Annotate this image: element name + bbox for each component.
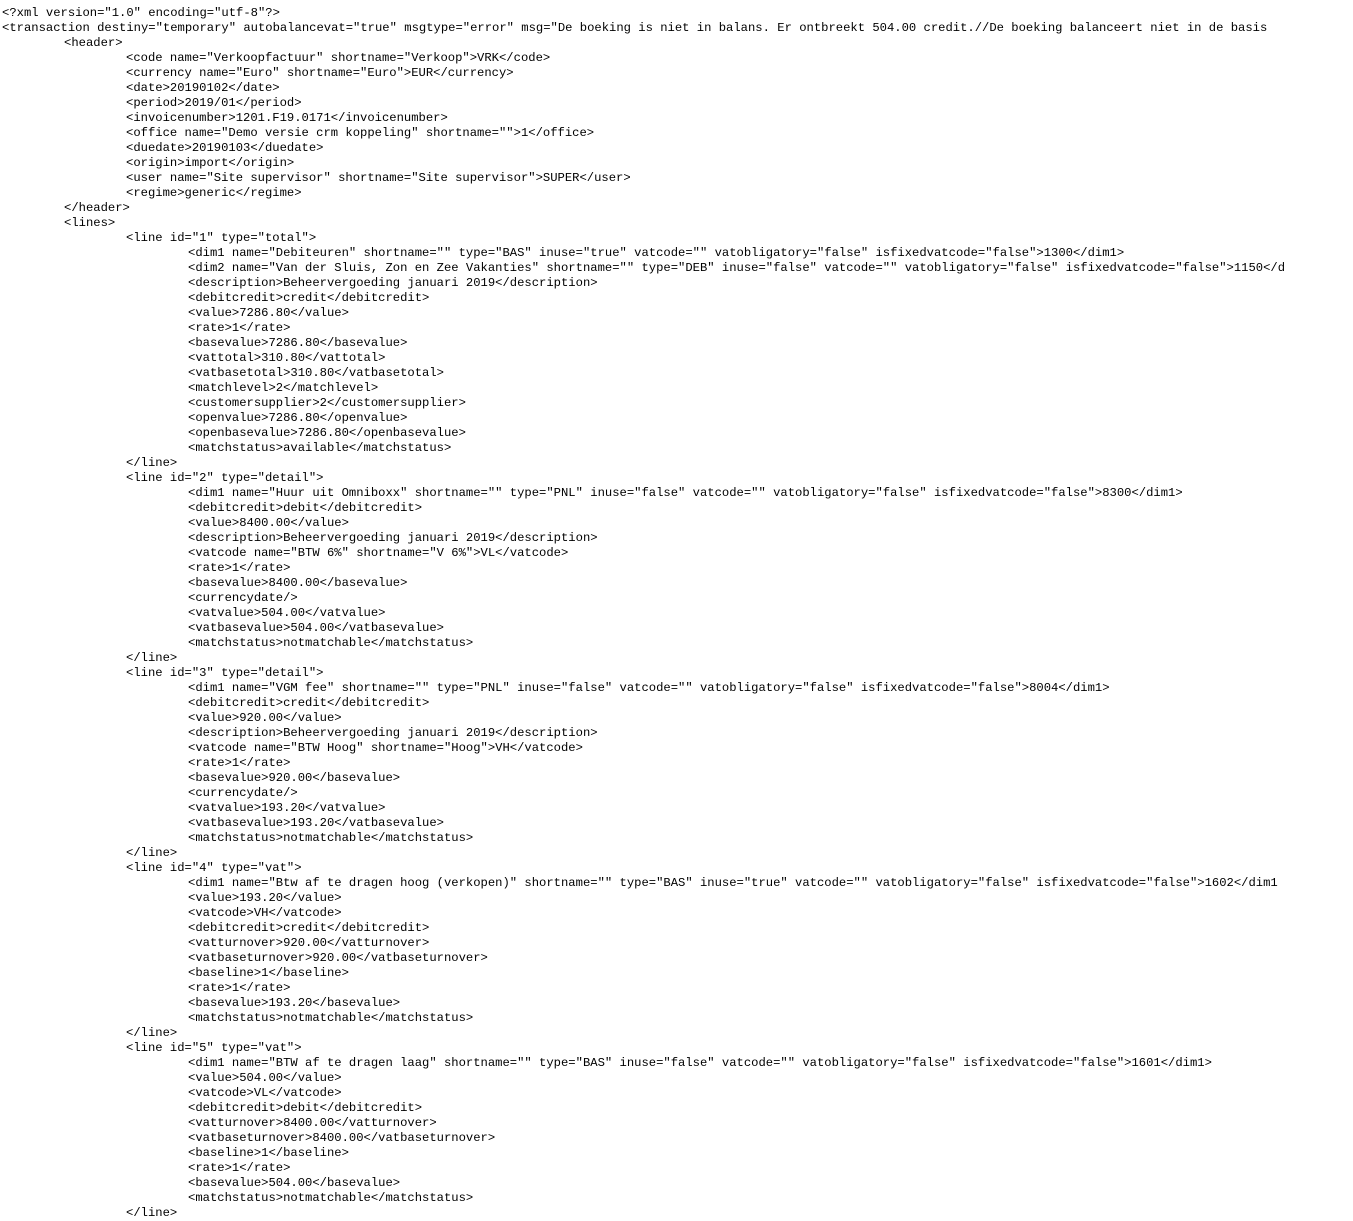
xml-line: <debitcredit>debit</debitcredit> xyxy=(188,501,423,515)
xml-line: <code name="Verkoopfactuur" shortname="Verkoop">VRK</code> xyxy=(126,51,551,65)
xml-line: <dim1 name="Debiteuren" shortname="" type="BAS" inuse="true" vatcode="" vatobligatory="false" isfixedvatcode="false">1300</dim1> xyxy=(188,246,1125,260)
xml-line: <line id="2" type="detail"> xyxy=(126,471,324,485)
xml-line: <vattotal>310.80</vattotal> xyxy=(188,351,386,365)
xml-line: <rate>1</rate> xyxy=(188,1161,291,1175)
xml-line: <matchstatus>available</matchstatus> xyxy=(188,441,452,455)
xml-line: <lines> xyxy=(64,216,116,230)
xml-line: <basevalue>193.20</basevalue> xyxy=(188,996,401,1010)
xml-line: <vatcode name="BTW 6%" shortname="V 6%">VL</vatcode> xyxy=(188,546,569,560)
xml-line: <basevalue>504.00</basevalue> xyxy=(188,1176,401,1190)
xml-line: <openbasevalue>7286.80</openbasevalue> xyxy=(188,426,466,440)
xml-line: <vatbaseturnover>8400.00</vatbaseturnover> xyxy=(188,1131,496,1145)
xml-line: <period>2019/01</period> xyxy=(126,96,302,110)
xml-line: <vatbaseturnover>920.00</vatbaseturnover> xyxy=(188,951,488,965)
xml-line: <customersupplier>2</customersupplier> xyxy=(188,396,466,410)
xml-line: <vatcode>VH</vatcode> xyxy=(188,906,342,920)
xml-line: <vatcode>VL</vatcode> xyxy=(188,1086,342,1100)
xml-line: <value>504.00</value> xyxy=(188,1071,342,1085)
xml-line: <rate>1</rate> xyxy=(188,561,291,575)
xml-line: <dim1 name="Huur uit Omniboxx" shortname="" type="PNL" inuse="false" vatcode="" vatobligatory="false" isfixedvatcode="false">8300</dim1> xyxy=(188,486,1183,500)
xml-line: <rate>1</rate> xyxy=(188,756,291,770)
xml-line: </line> xyxy=(126,1026,178,1040)
xml-line: <vatcode name="BTW Hoog" shortname="Hoog">VH</vatcode> xyxy=(188,741,583,755)
xml-line: <origin>import</origin> xyxy=(126,156,295,170)
xml-line: <dim2 name="Van der Sluis, Zon en Zee Vakanties" shortname="" type="DEB" inuse="false" vatcode="" vatobligatory="false" isfixedvatcode="false">1150</d xyxy=(188,261,1286,275)
xml-line: <matchstatus>notmatchable</matchstatus> xyxy=(188,636,474,650)
xml-line: <vatvalue>193.20</vatvalue> xyxy=(188,801,386,815)
xml-line: <vatbasetotal>310.80</vatbasetotal> xyxy=(188,366,444,380)
xml-line: <baseline>1</baseline> xyxy=(188,1146,349,1160)
xml-line: </line> xyxy=(126,651,178,665)
xml-line: <office name="Demo versie crm koppeling" shortname="">1</office> xyxy=(126,126,595,140)
xml-line: <rate>1</rate> xyxy=(188,981,291,995)
xml-line: <vatturnover>920.00</vatturnover> xyxy=(188,936,430,950)
xml-line: <currencydate/> xyxy=(188,786,298,800)
xml-line: <dim1 name="VGM fee" shortname="" type="PNL" inuse="false" vatcode="" vatobligatory="false" isfixedvatcode="false">8004</dim1> xyxy=(188,681,1110,695)
xml-line: <currencydate/> xyxy=(188,591,298,605)
xml-line: <basevalue>920.00</basevalue> xyxy=(188,771,401,785)
xml-line: <currency name="Euro" shortname="Euro">EUR</currency> xyxy=(126,66,514,80)
xml-line: </line> xyxy=(126,846,178,860)
xml-line: <matchlevel>2</matchlevel> xyxy=(188,381,379,395)
xml-line: <vatbasevalue>504.00</vatbasevalue> xyxy=(188,621,444,635)
xml-line: <matchstatus>notmatchable</matchstatus> xyxy=(188,831,474,845)
xml-line: <openvalue>7286.80</openvalue> xyxy=(188,411,408,425)
xml-line: <basevalue>8400.00</basevalue> xyxy=(188,576,408,590)
xml-line: <value>193.20</value> xyxy=(188,891,342,905)
xml-line: </line> xyxy=(126,1206,178,1220)
xml-line: <invoicenumber>1201.F19.0171</invoicenumber> xyxy=(126,111,448,125)
xml-line: <matchstatus>notmatchable</matchstatus> xyxy=(188,1191,474,1205)
xml-line: <debitcredit>credit</debitcredit> xyxy=(188,291,430,305)
xml-line: <value>920.00</value> xyxy=(188,711,342,725)
xml-line: <date>20190102</date> xyxy=(126,81,280,95)
xml-line: <transaction destiny="temporary" autobalancevat="true" msgtype="error" msg="De boeking is niet in balans. Er ontbreekt 504.00 credit.//De boeking balanceert niet in de basis xyxy=(2,21,1268,35)
xml-line: <?xml version="1.0" encoding="utf-8"?> xyxy=(2,6,280,20)
xml-line: <description>Beheervergoeding januari 2019</description> xyxy=(188,726,598,740)
xml-line: <debitcredit>credit</debitcredit> xyxy=(188,921,430,935)
xml-line: <regime>generic</regime> xyxy=(126,186,302,200)
xml-line: <vatturnover>8400.00</vatturnover> xyxy=(188,1116,437,1130)
xml-line: <user name="Site supervisor" shortname="Site supervisor">SUPER</user> xyxy=(126,171,631,185)
xml-line: <dim1 name="Btw af te dragen hoog (verkopen)" shortname="" type="BAS" inuse="true" vatcode="" vatobligatory="false" isfixedvatcode="false">1602</dim1 xyxy=(188,876,1278,890)
xml-line: <vatvalue>504.00</vatvalue> xyxy=(188,606,386,620)
xml-line: <description>Beheervergoeding januari 2019</description> xyxy=(188,531,598,545)
xml-line: <line id="3" type="detail"> xyxy=(126,666,324,680)
xml-line: <basevalue>7286.80</basevalue> xyxy=(188,336,408,350)
xml-line: </header> xyxy=(64,201,130,215)
xml-line: <line id="5" type="vat"> xyxy=(126,1041,302,1055)
xml-line: <description>Beheervergoeding januari 2019</description> xyxy=(188,276,598,290)
xml-line: <rate>1</rate> xyxy=(188,321,291,335)
xml-line: <value>7286.80</value> xyxy=(188,306,349,320)
xml-line: <matchstatus>notmatchable</matchstatus> xyxy=(188,1011,474,1025)
xml-line: <line id="4" type="vat"> xyxy=(126,861,302,875)
xml-line: <header> xyxy=(64,36,123,50)
xml-line: <line id="1" type="total"> xyxy=(126,231,317,245)
xml-line: <baseline>1</baseline> xyxy=(188,966,349,980)
xml-line: <dim1 name="BTW af te dragen laag" shortname="" type="BAS" inuse="false" vatcode="" vatobligatory="false" isfixedvatcode="false">1601</dim1> xyxy=(188,1056,1212,1070)
xml-line: <debitcredit>debit</debitcredit> xyxy=(188,1101,423,1115)
xml-line: <vatbasevalue>193.20</vatbasevalue> xyxy=(188,816,444,830)
xml-line: <value>8400.00</value> xyxy=(188,516,349,530)
xml-line: </line> xyxy=(126,456,178,470)
xml-line: <duedate>20190103</duedate> xyxy=(126,141,324,155)
xml-line: <debitcredit>credit</debitcredit> xyxy=(188,696,430,710)
